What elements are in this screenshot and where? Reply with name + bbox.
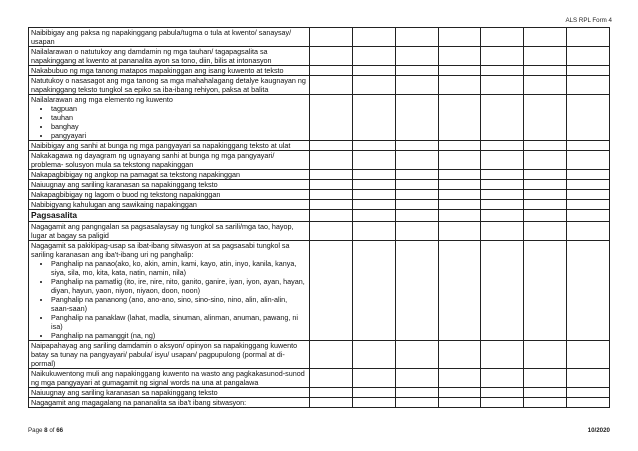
competency-text: Naikukuwentong muli ang napakinggang kuwento na wasto ang pagkakasunod-sunod ng mga pangyayari at gumagamit ng signal words na una at pangalawa xyxy=(31,369,305,387)
assessment-cell xyxy=(438,170,481,180)
table-row xyxy=(29,190,610,200)
assessment-cell xyxy=(567,222,610,241)
assessment-cell xyxy=(524,190,567,200)
assessment-cell xyxy=(438,241,481,341)
assessment-cell xyxy=(395,210,438,222)
table-row xyxy=(29,76,610,95)
competency-cell xyxy=(29,141,310,151)
assessment-cell xyxy=(352,95,395,141)
table-row xyxy=(29,398,610,408)
assessment-cell xyxy=(481,180,524,190)
assessment-cell xyxy=(438,95,481,141)
assessment-cell xyxy=(395,190,438,200)
page-number: Page 8 of 66 xyxy=(28,427,64,434)
assessment-cell xyxy=(395,369,438,388)
assessment-cell xyxy=(395,47,438,66)
assessment-cell xyxy=(352,341,395,369)
assessment-cell xyxy=(352,210,395,222)
assessment-cell xyxy=(524,341,567,369)
sub-item-list xyxy=(31,104,307,140)
assessment-cell xyxy=(524,141,567,151)
table-row xyxy=(29,241,610,341)
assessment-cell xyxy=(310,151,353,170)
assessment-cell xyxy=(438,151,481,170)
assessment-cell xyxy=(567,47,610,66)
competency-cell xyxy=(29,369,310,388)
competency-table xyxy=(28,27,610,408)
assessment-cell xyxy=(481,28,524,47)
assessment-cell xyxy=(352,28,395,47)
table-row xyxy=(29,141,610,151)
assessment-cell xyxy=(481,190,524,200)
sub-item: • tauhan xyxy=(51,113,307,122)
competency-text: Nakakagawa ng dayagram ng ugnayang sanhi at bunga ng mga pangyayari/ problema- solusyon mula sa tekstong napakinggan xyxy=(31,151,275,169)
sub-item: • Panghalip na panao(ako, ko, akin, amin, kami, kayo, atin, inyo, kanila, kanya, siya, sila, mo, kita, kata, natin, namin, nila) xyxy=(51,259,307,277)
sub-item: • Panghalip na panaklaw (lahat, madla, sinuman, alinman, anuman, pawang, ni isa) xyxy=(51,313,307,331)
assessment-cell xyxy=(567,151,610,170)
competency-text: Naiuugnay ang sariling karanasan sa napakinggang teksto xyxy=(31,180,218,189)
assessment-cell xyxy=(438,341,481,369)
assessment-cell xyxy=(481,210,524,222)
competency-text: Naipapahayag ang sariling damdamin o aksyon/ opinyon sa napakinggang kuwento batay sa tunay na pangyayari/ pabula/ isyu/ usapan/ pagpupulong (pormal at di-pormal) xyxy=(31,341,298,368)
assessment-cell xyxy=(310,222,353,241)
assessment-cell xyxy=(481,141,524,151)
assessment-cell xyxy=(567,210,610,222)
assessment-cell xyxy=(310,95,353,141)
assessment-cell xyxy=(310,66,353,76)
assessment-cell xyxy=(481,66,524,76)
assessment-cell xyxy=(352,180,395,190)
assessment-cell xyxy=(481,388,524,398)
competency-cell xyxy=(29,222,310,241)
assessment-cell xyxy=(481,369,524,388)
assessment-cell xyxy=(567,241,610,341)
assessment-cell xyxy=(395,170,438,180)
table-row xyxy=(29,388,610,398)
assessment-cell xyxy=(352,200,395,210)
assessment-cell xyxy=(524,241,567,341)
competency-cell xyxy=(29,151,310,170)
competency-cell xyxy=(29,190,310,200)
assessment-cell xyxy=(481,241,524,341)
assessment-cell xyxy=(481,398,524,408)
assessment-cell xyxy=(310,398,353,408)
table-row xyxy=(29,151,610,170)
sub-item: • banghay xyxy=(51,122,307,131)
competency-text: Nagagamit ang magagalang na pananalita sa iba't ibang sitwasyon: xyxy=(31,398,247,407)
assessment-cell xyxy=(567,76,610,95)
competency-text: Naibibigay ang paksa ng napakinggang pabula/tugma o tula at kwento/ sanaysay/ usapan xyxy=(31,28,292,46)
table-row xyxy=(29,180,610,190)
assessment-cell xyxy=(352,76,395,95)
assessment-cell xyxy=(567,170,610,180)
assessment-cell xyxy=(395,241,438,341)
assessment-cell xyxy=(395,141,438,151)
assessment-cell xyxy=(567,200,610,210)
competency-text: Nakapagbibigay ng lagom o buod ng tekstong napakinggan xyxy=(31,190,221,199)
assessment-cell xyxy=(481,222,524,241)
section-label: Pagsasalita xyxy=(31,210,78,220)
assessment-cell xyxy=(395,222,438,241)
assessment-cell xyxy=(438,76,481,95)
assessment-cell xyxy=(395,95,438,141)
assessment-cell xyxy=(567,180,610,190)
competency-cell xyxy=(29,170,310,180)
competency-text: Nagagamit sa pakikipag-usap sa ibat-ibang sitwasyon at sa pagsasabi tungkol sa sariling karanasan ang iba't-ibang uri ng panghalip: xyxy=(31,241,290,259)
assessment-cell xyxy=(438,180,481,190)
assessment-cell xyxy=(438,66,481,76)
assessment-cell xyxy=(481,76,524,95)
assessment-cell xyxy=(524,222,567,241)
table-row xyxy=(29,47,610,66)
assessment-cell xyxy=(395,28,438,47)
assessment-cell xyxy=(438,222,481,241)
assessment-cell xyxy=(310,76,353,95)
assessment-cell xyxy=(352,388,395,398)
competency-text: Natutukoy o nasasagot ang mga tanong sa mga mahahalagang detalye kaugnayan ng napakinggang teksto tungkol sa epiko sa iba-ibang rehiyon, paksa at balita xyxy=(31,76,306,94)
assessment-cell xyxy=(310,170,353,180)
assessment-cell xyxy=(567,28,610,47)
assessment-cell xyxy=(438,369,481,388)
table-row xyxy=(29,369,610,388)
table-row xyxy=(29,341,610,369)
assessment-cell xyxy=(352,190,395,200)
assessment-cell xyxy=(395,200,438,210)
table-row xyxy=(29,222,610,241)
assessment-cell xyxy=(524,200,567,210)
assessment-cell xyxy=(524,151,567,170)
assessment-cell xyxy=(352,66,395,76)
table-row xyxy=(29,95,610,141)
assessment-cell xyxy=(481,341,524,369)
assessment-cell xyxy=(438,388,481,398)
assessment-cell xyxy=(310,341,353,369)
assessment-cell xyxy=(352,222,395,241)
assessment-cell xyxy=(524,398,567,408)
competency-text: Nailalarawan o natutukoy ang damdamin ng mga tauhan/ tagapagsalita sa napakinggang at kwento at pananalita ayon sa tono, diin, bilis at intonasyon xyxy=(31,47,272,65)
competency-cell xyxy=(29,200,310,210)
assessment-cell xyxy=(310,200,353,210)
table-body xyxy=(29,28,610,408)
competency-cell xyxy=(29,28,310,47)
assessment-cell xyxy=(567,388,610,398)
assessment-cell xyxy=(310,141,353,151)
assessment-cell xyxy=(481,200,524,210)
assessment-cell xyxy=(395,76,438,95)
assessment-cell xyxy=(524,180,567,190)
assessment-cell xyxy=(352,398,395,408)
assessment-cell xyxy=(524,28,567,47)
assessment-cell xyxy=(524,95,567,141)
assessment-cell xyxy=(567,341,610,369)
competency-cell xyxy=(29,95,310,141)
competency-text: Nagagamit ang pangngalan sa pagsasalaysay ng tungkol sa sarili/mga tao, hayop, lugar at bagay sa paligid xyxy=(31,222,294,240)
assessment-cell xyxy=(310,180,353,190)
assessment-cell xyxy=(481,47,524,66)
table-row xyxy=(29,28,610,47)
assessment-cell xyxy=(352,170,395,180)
assessment-cell xyxy=(567,95,610,141)
assessment-cell xyxy=(395,66,438,76)
assessment-cell xyxy=(481,170,524,180)
assessment-cell xyxy=(310,190,353,200)
table-row xyxy=(29,170,610,180)
assessment-cell xyxy=(567,66,610,76)
assessment-cell xyxy=(567,141,610,151)
assessment-cell xyxy=(438,28,481,47)
assessment-cell xyxy=(524,170,567,180)
assessment-cell xyxy=(352,141,395,151)
competency-cell xyxy=(29,66,310,76)
assessment-cell xyxy=(395,398,438,408)
assessment-cell xyxy=(524,76,567,95)
assessment-cell xyxy=(395,180,438,190)
assessment-cell xyxy=(567,369,610,388)
table-row xyxy=(29,66,610,76)
assessment-cell xyxy=(438,200,481,210)
section-title xyxy=(29,210,310,222)
assessment-cell xyxy=(567,190,610,200)
footer-date: 10/2020 xyxy=(587,427,610,434)
assessment-cell xyxy=(395,151,438,170)
assessment-cell xyxy=(567,398,610,408)
assessment-cell xyxy=(352,369,395,388)
competency-cell xyxy=(29,76,310,95)
assessment-cell xyxy=(310,28,353,47)
assessment-cell xyxy=(481,95,524,141)
competency-text: Nakabubuo ng mga tanong matapos mapakinggan ang isang kuwento at teksto xyxy=(31,66,284,75)
assessment-cell xyxy=(310,369,353,388)
assessment-cell xyxy=(310,241,353,341)
section-row xyxy=(29,210,610,222)
assessment-cell xyxy=(438,141,481,151)
assessment-cell xyxy=(395,388,438,398)
assessment-cell xyxy=(481,151,524,170)
competency-cell xyxy=(29,341,310,369)
sub-item: • Panghalip na pamanggit (na, ng) xyxy=(51,331,307,340)
assessment-cell xyxy=(310,388,353,398)
sub-item-list xyxy=(31,259,307,340)
competency-text: Nailalarawan ang mga elemento ng kuwento xyxy=(31,95,173,104)
sub-item: • Panghalip na pananong (ano, ano-ano, sino, sino-sino, nino, alin, alin-alin, saan-saan) xyxy=(51,295,307,313)
assessment-cell xyxy=(524,369,567,388)
assessment-cell xyxy=(310,47,353,66)
assessment-cell xyxy=(352,47,395,66)
competency-cell xyxy=(29,47,310,66)
assessment-cell xyxy=(524,388,567,398)
assessment-cell xyxy=(395,341,438,369)
assessment-cell xyxy=(438,47,481,66)
form-label: ALS RPL Form 4 xyxy=(565,17,612,24)
table-row xyxy=(29,200,610,210)
competency-text: Naiuugnay ang sariling karanasan sa napakinggang teksto xyxy=(31,388,218,397)
sub-item: • tagpuan xyxy=(51,104,307,113)
assessment-cell xyxy=(438,398,481,408)
assessment-cell xyxy=(438,210,481,222)
sub-item: • Panghalip na pamatlig (ito, ire, nire, nito, ganito, ganire, iyan, iyon, ayan, hayan, diyan, hayun, yaon, niyon, niyaon, doon, noon) xyxy=(51,277,307,295)
assessment-cell xyxy=(310,210,353,222)
competency-text: Nabibigyang kahulugan ang sawikaing napakinggan xyxy=(31,200,197,209)
assessment-cell xyxy=(524,210,567,222)
assessment-cell xyxy=(524,66,567,76)
competency-text: Nakapagbibigay ng angkop na pamagat sa tekstong napakinggan xyxy=(31,170,240,179)
competency-text: Naibibigay ang sanhi at bunga ng mga pangyayari sa napakinggang teksto at ulat xyxy=(31,141,291,150)
assessment-cell xyxy=(524,47,567,66)
assessment-cell xyxy=(438,190,481,200)
assessment-cell xyxy=(352,151,395,170)
assessment-cell xyxy=(352,241,395,341)
competency-cell xyxy=(29,388,310,398)
sub-item: • pangyayari xyxy=(51,131,307,140)
competency-cell xyxy=(29,398,310,408)
competency-cell xyxy=(29,180,310,190)
competency-cell xyxy=(29,241,310,341)
